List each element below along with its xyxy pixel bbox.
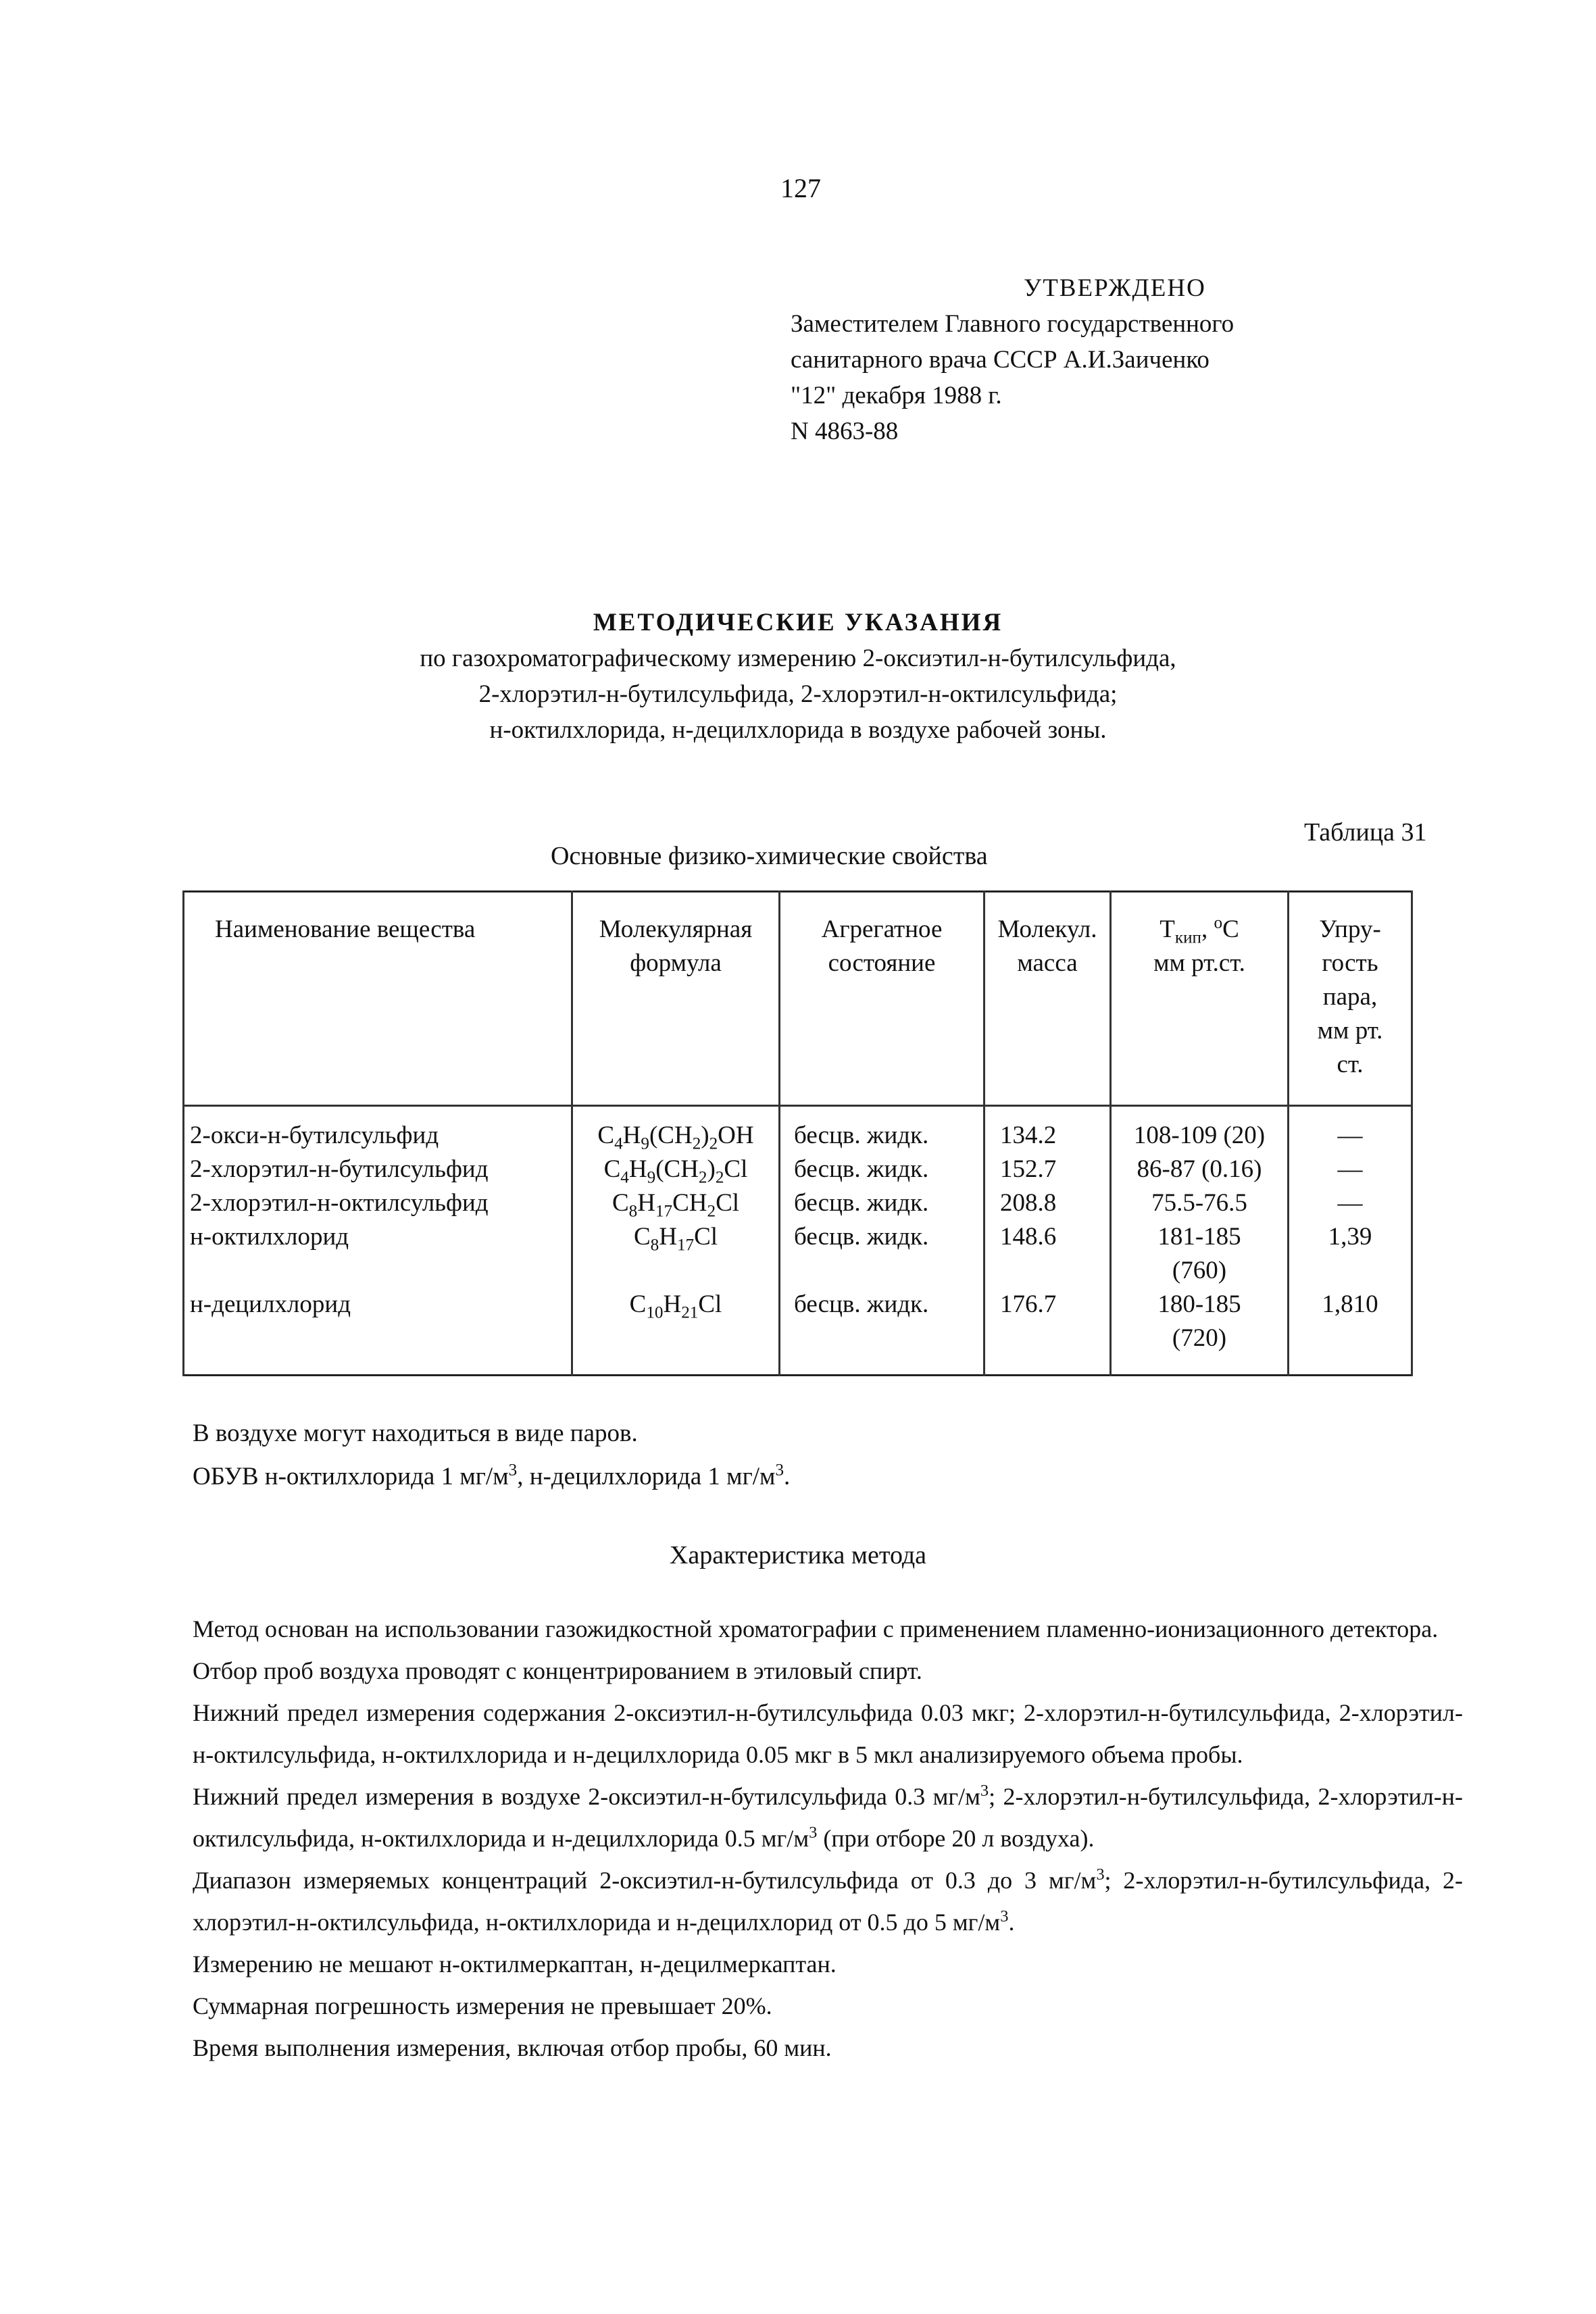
cell-molecular-mass: 148.6 bbox=[984, 1220, 1111, 1288]
cell-aggregate-state: бесцв. жидк. bbox=[780, 1153, 984, 1186]
document-heading: МЕТОДИЧЕСКИЕ УКАЗАНИЯ bbox=[593, 609, 1003, 636]
document-subtitle-line: по газохроматографическому измерению 2-оксиэтил-н-бутилсульфида, bbox=[420, 645, 1176, 672]
cell-aggregate-state: бесцв. жидк. bbox=[780, 1288, 984, 1376]
cell-substance-name: н-октилхлорид bbox=[184, 1220, 572, 1288]
cell-vapor-pressure: — bbox=[1289, 1106, 1412, 1153]
cell-molecular-mass: 152.7 bbox=[984, 1153, 1111, 1186]
method-paragraph: Измерению не мешают н-октилмеркаптан, н-децилмеркаптан. bbox=[193, 1951, 837, 1978]
page-number: 127 bbox=[780, 173, 821, 203]
header-aggregate-state: Агрегатное состояние bbox=[780, 892, 984, 1106]
header-molecular-formula: Молекулярная формула bbox=[572, 892, 780, 1106]
method-paragraph: Метод основан на использовании газожидкостной хроматографии с применением пламенно-ионизационного детектора. bbox=[193, 1615, 1439, 1642]
approval-line: Заместителем Главного государственного bbox=[791, 310, 1235, 338]
document-title bbox=[0, 605, 1596, 748]
approval-block bbox=[791, 270, 1234, 449]
table-row bbox=[184, 1106, 1412, 1153]
header-vapor-pressure: Упру- гость пара, мм рт. ст. bbox=[1289, 892, 1412, 1106]
cell-aggregate-state: бесцв. жидк. bbox=[780, 1220, 984, 1288]
cell-substance-name: 2-хлорэтил-н-бутилсульфид bbox=[184, 1153, 572, 1186]
cell-molecular-formula: $C_8H_{17}Cl$ bbox=[572, 1220, 780, 1288]
cell-molecular-mass: 208.8 bbox=[984, 1186, 1111, 1220]
cell-aggregate-state: бесцв. жидк. bbox=[780, 1106, 984, 1153]
cell-molecular-formula: $C_8H_{17}CH_2Cl$ bbox=[572, 1186, 780, 1220]
table-header-row bbox=[184, 892, 1412, 1106]
method-paragraph: Нижний предел измерения содержания 2-оксиэтил-н-бутилсульфида 0.03 мкг; 2-хлорэтил-н-бутилсульфида, 2-хлорэтил-н-октилсульфида, н-октилхлорида и н-децилхлорида 0.05 мкг в 5 мкл анализируемого объема пробы. bbox=[193, 1699, 1463, 1768]
cell-vapor-pressure: 1,810 bbox=[1289, 1288, 1412, 1376]
table-caption: Основные физико-химические свойства bbox=[551, 842, 988, 870]
section-title: Характеристика метода bbox=[669, 1541, 927, 1569]
cell-vapor-pressure: 1,39 bbox=[1289, 1220, 1412, 1288]
document-subtitle-line: н-октилхлорида, н-децилхлорида в воздухе рабочей зоны. bbox=[489, 716, 1107, 744]
table-row bbox=[184, 1220, 1412, 1288]
header-molecular-mass: Молекул. масса bbox=[984, 892, 1111, 1106]
note-line: ОБУВ н-октилхлорида 1 $мг/м^3$, н-децилхлорида 1 $мг/м^3$. bbox=[193, 1461, 791, 1490]
cell-molecular-mass: 134.2 bbox=[984, 1106, 1111, 1153]
method-paragraph: Отбор проб воздуха проводят с концентрированием в этиловый спирт. bbox=[193, 1657, 922, 1684]
cell-substance-name: 2-хлорэтил-н-октилсульфид bbox=[184, 1186, 572, 1220]
cell-molecular-mass: 176.7 bbox=[984, 1288, 1111, 1376]
method-paragraph: Нижний предел измерения в воздухе 2-оксиэтил-н-бутилсульфида 0.3 $мг/м^3$; 2-хлорэтил-н-бутилсульфида, 2-хлорэтил-н-октилсульфида, н-октилхлорида и н-децилхлорида 0.5 $мг/м^3$ (при отборе 20 л воздуха). bbox=[193, 1782, 1463, 1852]
table-label: Таблица 31 bbox=[1304, 818, 1427, 847]
cell-aggregate-state: бесцв. жидк. bbox=[780, 1186, 984, 1220]
header-substance-name: Наименование вещества bbox=[184, 892, 572, 1106]
method-paragraph: Время выполнения измерения, включая отбор пробы, 60 мин. bbox=[193, 2034, 832, 2061]
approval-line: N 4863-88 bbox=[791, 418, 899, 445]
cell-boiling-temp: 86-87 (0.16) bbox=[1111, 1153, 1289, 1186]
cell-molecular-formula: $C_{10}H_{21}Cl$ bbox=[572, 1288, 780, 1376]
table-row bbox=[184, 1288, 1412, 1376]
approval-title: УТВЕРЖДЕНО bbox=[1024, 274, 1206, 302]
table-notes bbox=[193, 1412, 790, 1499]
method-paragraph: Суммарная погрешность измерения не превышает 20%. bbox=[193, 1992, 772, 2019]
cell-vapor-pressure: — bbox=[1289, 1186, 1412, 1220]
cell-vapor-pressure: — bbox=[1289, 1153, 1412, 1186]
cell-molecular-formula: $C_4H_9(CH_2)_2OH$ bbox=[572, 1106, 780, 1153]
cell-boiling-temp: 75.5-76.5 bbox=[1111, 1186, 1289, 1220]
approval-line: "12" декабря 1988 г. bbox=[791, 382, 1002, 409]
document-subtitle-line: 2-хлорэтил-н-бутилсульфида, 2-хлорэтил-н-октилсульфида; bbox=[478, 680, 1118, 708]
cell-substance-name: н-децилхлорид bbox=[184, 1288, 572, 1376]
header-boiling-temp: $T_{кип}$, $^o$C мм рт.ст. bbox=[1111, 892, 1289, 1106]
properties-table bbox=[182, 890, 1413, 1376]
table-row bbox=[184, 1153, 1412, 1186]
cell-molecular-formula: $C_4H_9(CH_2)_2Cl$ bbox=[572, 1153, 780, 1186]
note-line: В воздухе могут находиться в виде паров. bbox=[193, 1419, 638, 1447]
method-text bbox=[193, 1608, 1463, 2069]
method-paragraph: Диапазон измеряемых концентраций 2-оксиэтил-н-бутилсульфида от 0.3 до 3 $мг/м^3$; 2-хлорэтил-н-бутилсульфида, 2-хлорэтил-н-октилсульфида, н-октилхлорида и н-децилхлорид от 0.5 до 5 $мг/м^3$. bbox=[193, 1865, 1463, 1936]
table-row bbox=[184, 1186, 1412, 1220]
cell-boiling-temp: 181-185 (760) bbox=[1111, 1220, 1289, 1288]
cell-boiling-temp: 180-185 (720) bbox=[1111, 1288, 1289, 1376]
cell-boiling-temp: 108-109 (20) bbox=[1111, 1106, 1289, 1153]
approval-line: санитарного врача СССР А.И.Заиченко bbox=[791, 346, 1210, 374]
cell-substance-name: 2-окси-н-бутилсульфид bbox=[184, 1106, 572, 1153]
